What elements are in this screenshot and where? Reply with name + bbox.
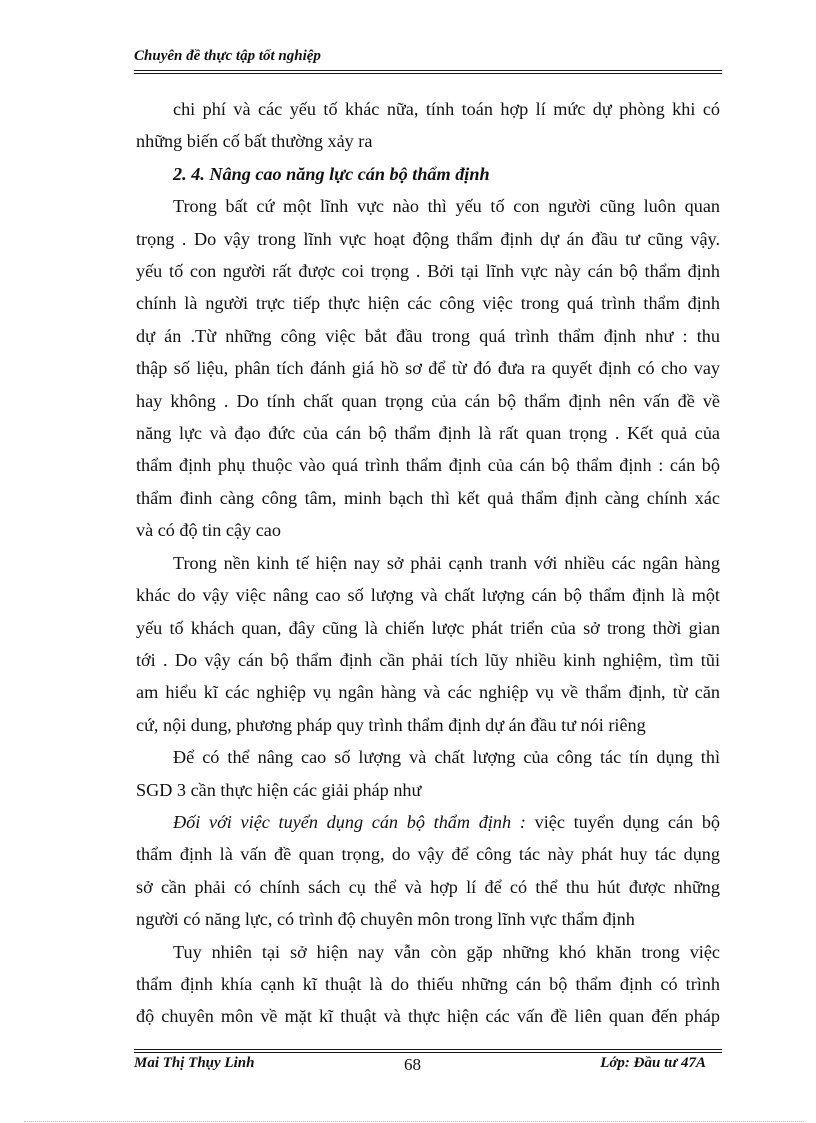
text-line: hay không . Do tính chất quan trọng của cán bộ thẩm định nên vấn đề về (136, 390, 720, 411)
text-line: người có năng lực, có trình độ chuyên môn trong lĩnh vực thẩm định (136, 909, 635, 930)
text-line: năng lực và đạo đức của cán bộ thẩm định là rất quan trọng . Kết quả của (136, 423, 720, 444)
footer-class: Lớp: Đầu tư 47A (600, 1055, 706, 1071)
text-line: tới . Do vậy cán bộ thẩm định cần phải tích lũy nhiều kinh nghiệm, tìm tũi (136, 649, 720, 670)
running-footer (134, 1055, 722, 1075)
text-line: thập số liệu, phân tích đánh giá hồ sơ để từ đó đưa ra quyết định có cho vay (136, 358, 720, 379)
text-line (136, 806, 720, 838)
text-line: chính là người trực tiếp thực hiện các công việc trong quá trình thẩm định (136, 293, 720, 314)
text-line: cứ, nội dung, phương pháp quy trình thẩm định dự án đầu tư nói riêng (136, 714, 646, 735)
footer-author: Mai Thị Thụy Linh (134, 1055, 255, 1071)
text-line: thẩm định là vấn đề quan trọng, do vậy để công tác này phát huy tác dụng (136, 844, 720, 865)
text-line: yếu tố con người rất được coi trọng . Bởi tại lĩnh vực này cán bộ thẩm định (136, 261, 720, 282)
page-edge-divider (24, 1121, 804, 1122)
text-line: sở cần phải có chính sách cụ thể và hợp lí để có thể thu hút được những (136, 876, 720, 897)
running-header: Chuyên đề thực tập tốt nghiệp (134, 48, 321, 64)
text-line: thẩm định khía cạnh kĩ thuật là do thiếu những cán bộ thẩm định có trình (136, 973, 720, 994)
text-line: am hiểu kĩ các nghiệp vụ ngân hàng và các nghiệp vụ về thẩm định, từ căn (136, 682, 720, 703)
text-line: độ chuyên môn về mặt kĩ thuật và thực hiện các vấn đề liên quan đến pháp (136, 1006, 720, 1027)
footer-rule (134, 1052, 722, 1053)
text-line: trọng . Do vậy trong lĩnh vực hoạt động thẩm định dự án đầu tư cũng vậy. (136, 228, 720, 249)
text-run: việc tuyển dụng cán bộ (525, 811, 721, 832)
text-line: Tuy nhiên tại sở hiện nay vẫn còn gặp những khó khăn trong việc (173, 941, 720, 962)
body-text (136, 93, 720, 1033)
italic-lead: Đối với việc tuyển dụng cán bộ thẩm định : (173, 811, 526, 832)
text-line: thẩm đinh càng công tâm, minh bạch thì kết quả thẩm định càng chính xác (136, 487, 720, 508)
text-line: yếu tố khách quan, đây cũng là chiến lược phát triển của sở trong thời gian (136, 617, 720, 638)
header-rule (134, 70, 722, 71)
text-line: Trong nền kinh tế hiện nay sở phải cạnh tranh với nhiều các ngân hàng (173, 552, 720, 573)
header-rule-thin (134, 73, 722, 74)
text-line: những biến cố bất thường xảy ra (136, 131, 373, 152)
text-line: dự án .Từ những công việc bắt đầu trong quá trình thẩm định như : thu (136, 325, 720, 346)
text-line: Trong bất cứ một lĩnh vực nào thì yếu tố con người cũng luôn quan (173, 196, 720, 217)
text-line: khác do vậy việc nâng cao số lượng và chất lượng cán bộ thẩm định là một (136, 585, 720, 606)
text-line: thẩm định phụ thuộc vào quá trình thẩm định của cán bộ thẩm định : cán bộ (136, 455, 720, 476)
text-line: chi phí và các yếu tố khác nữa, tính toán hợp lí mức dự phòng khi có (173, 99, 720, 119)
text-line: và có độ tin cậy cao (136, 520, 281, 541)
page-number: 68 (404, 1055, 421, 1074)
footer-rule-thin (134, 1049, 722, 1050)
section-heading: 2. 4. Nâng cao năng lực cán bộ thẩm định (173, 163, 490, 184)
text-line: Để có thể nâng cao số lượng và chất lượng của công tác tín dụng thì (173, 747, 720, 768)
text-line: SGD 3 cần thực hiện các giải pháp như (136, 779, 422, 800)
